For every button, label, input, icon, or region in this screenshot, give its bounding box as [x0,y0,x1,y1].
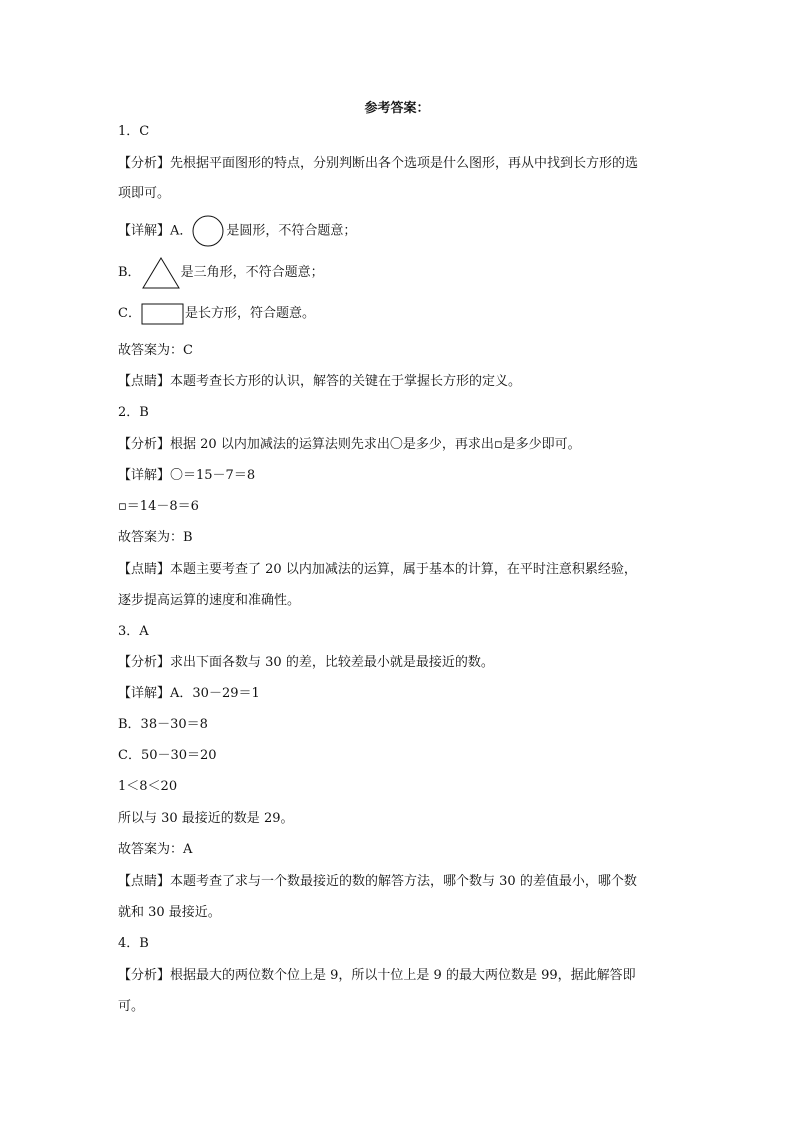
detail-tag: 【详解】 [118,468,171,483]
q1-detail-c [118,302,315,326]
analysis-tag: 【分析】 [118,156,171,171]
q1-option-c-label: C． [118,306,141,321]
q3-point-text: 本题考查了求与一个数最接近的数的解答方法，哪个数与 30 的差值最小，哪个数 [170,874,637,889]
analysis-tag: 【分析】 [118,437,171,452]
q2-detail-2: ▫＝14－8＝6 [118,499,199,514]
q2-analysis-text: 根据 20 以内加减法的运算法则先求出〇是多少，再求出▫是多少即可。 [170,437,581,452]
q2-number: 2．B [118,405,149,420]
q3-point-cont: 就和 30 最接近。 [118,905,221,920]
q3-conclusion: 所以与 30 最接近的数是 29。 [118,811,294,826]
analysis-tag: 【分析】 [118,968,171,983]
q1-detail-b [118,255,324,291]
q4-number: 4．B [118,936,149,951]
detail-tag: 【详解】 [118,686,171,701]
point-tag: 【点睛】 [118,874,171,889]
q2-analysis [118,436,581,454]
q2-point [118,561,637,579]
q1-point [118,373,521,391]
q3-detail-b: B．38－30＝8 [118,717,208,732]
q3-detail [118,685,260,703]
q2-point-cont: 逐步提高运算的速度和准确性。 [118,593,301,608]
q4-analysis-text: 根据最大的两位数个位上是 9，所以十位上是 9 的最大两位数是 99，据此解答即 [170,968,636,983]
q1-option-a-text: 是圆形，不符合题意； [226,223,357,239]
q3-analysis-text: 求出下面各数与 30 的差，比较差最小就是最接近的数。 [170,655,494,670]
q1-analysis-cont: 项即可。 [118,186,171,201]
q3-detail-a: A．30－29＝1 [170,686,260,701]
detail-tag: 【详解】 [118,223,171,239]
q1-number: 1．C [118,124,150,139]
point-tag: 【点睛】 [118,374,171,389]
q2-detail [118,467,255,485]
q1-option-c-text: 是长方形，符合题意。 [184,306,315,321]
q2-point-text: 本题主要考查了 20 以内加减法的运算，属于基本的计算，在平时注意积累经验， [170,562,637,577]
q1-analysis-text: 先根据平面图形的特点，分别判断出各个选项是什么图形，再从中找到长方形的选 [170,156,639,171]
q4-analysis-cont: 可。 [118,999,145,1014]
q1-detail-a [118,215,356,248]
analysis-tag: 【分析】 [118,655,171,670]
q3-compare: 1＜8＜20 [118,779,178,794]
page-title: 参考答案： [364,101,430,116]
q2-answer: 故答案为：B [118,530,193,545]
q1-answer: 故答案为：C [118,343,193,358]
q3-analysis [118,654,494,672]
rectangle-shape-icon [141,303,185,325]
q2-detail-text: 〇＝15－7＝8 [170,468,256,483]
point-tag: 【点睛】 [118,562,171,577]
q1-option-b-label: B． [118,265,141,280]
circle-shape-icon [192,215,226,247]
q3-detail-c: C．50－30＝20 [118,748,217,763]
triangle-shape-icon [141,256,181,290]
q3-answer: 故答案为：A [118,842,193,857]
q4-analysis [118,967,636,985]
q1-point-text: 本题考查长方形的认识，解答的关键在于掌握长方形的定义。 [170,374,522,389]
q3-number: 3．A [118,624,149,639]
q3-point [118,873,637,891]
q1-analysis [118,155,638,173]
q1-option-b-text: 是三角形，不符合题意； [180,265,324,280]
q1-option-a-label: A． [170,223,193,239]
